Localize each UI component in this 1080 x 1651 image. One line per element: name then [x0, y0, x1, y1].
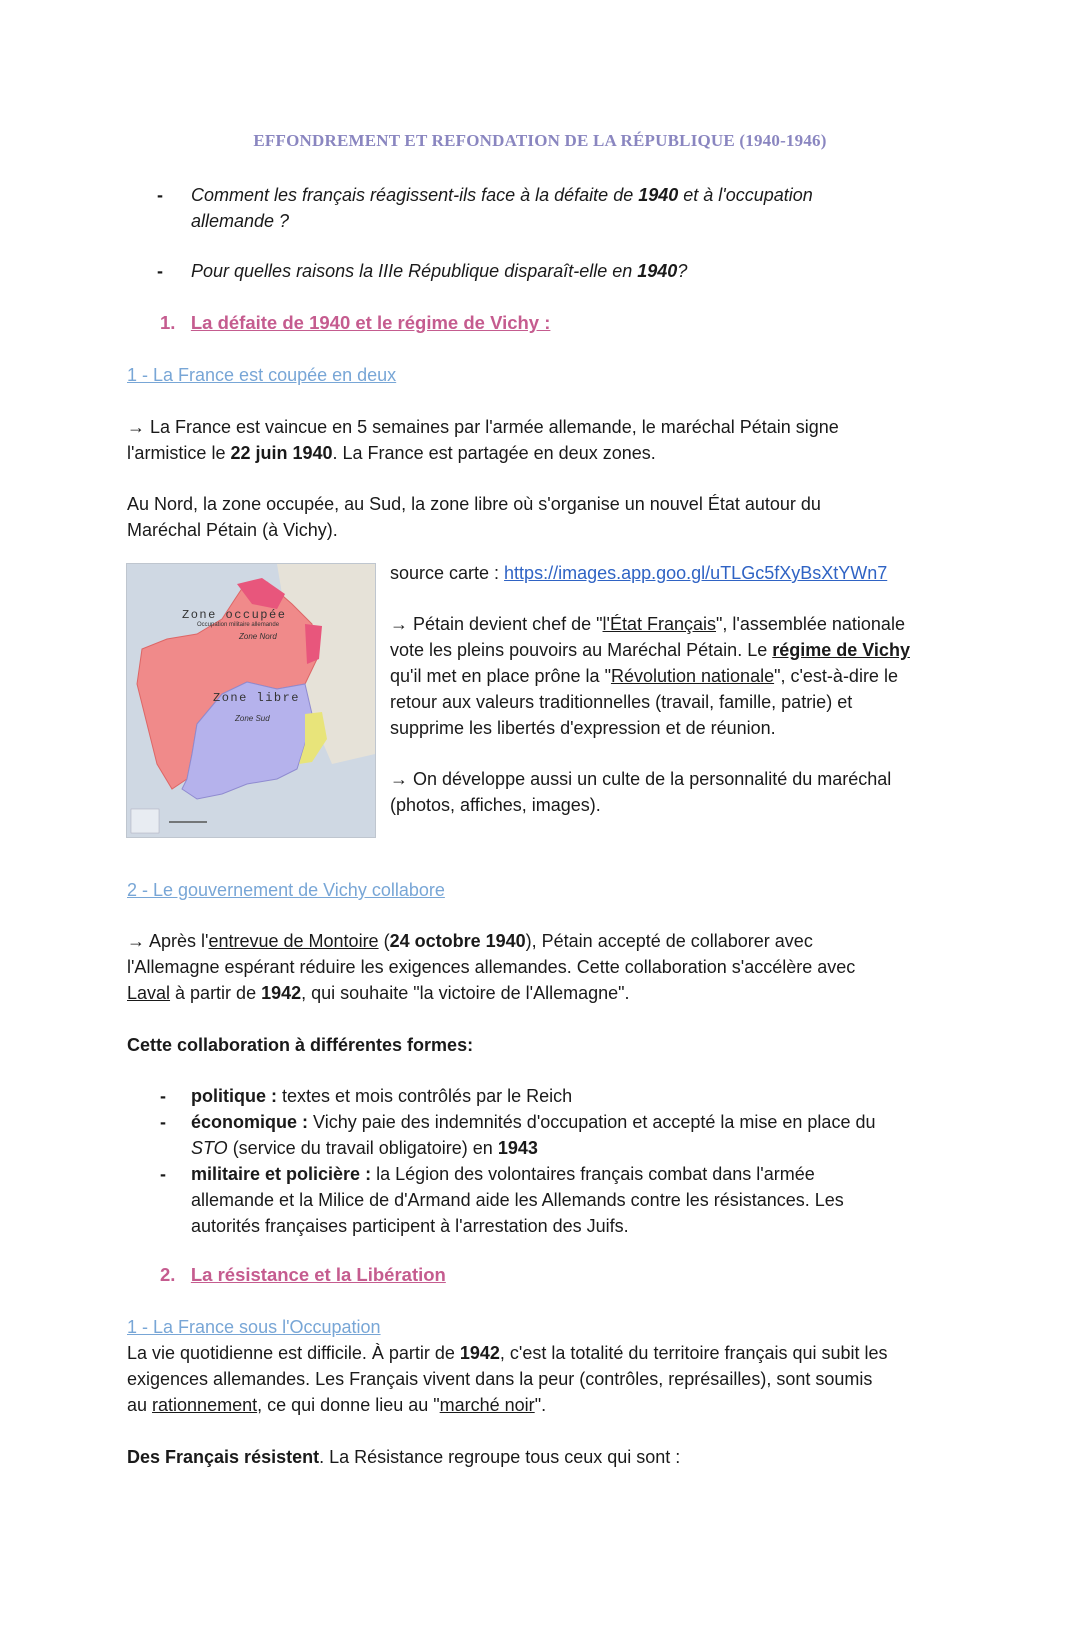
paragraph-montoire: → Après l'entrevue de Montoire (24 octobre 1940), Pétain accepté de collaborer avec l'Allemagne espérant réduire les exigences allemandes. Cette collaboration s'accélère avec Laval à partir de 1942, qui souhaite "la victoire de l'Allemagne". — [127, 931, 856, 1003]
question-bullet-1: - — [157, 185, 163, 205]
paragraph-zones: Au Nord, la zone occupée, au Sud, la zone libre où s'organise un nouvel État autour du Maréchal Pétain (à Vichy). — [127, 494, 821, 540]
map-label-zone-nord: Zone Nord — [239, 632, 277, 641]
map-label-occupation: Occupation militaire allemande — [197, 622, 280, 628]
subheading-france-occupation: 1 - La France sous l'Occupation — [127, 1317, 381, 1337]
question-bullet-2: - — [157, 261, 163, 281]
paragraph-formes: Cette collaboration à différentes formes: — [127, 1035, 474, 1055]
form-militaire: militaire et policière : la Légion des volontaires français combat dans l'armée allemande et la Milice de d'Armand aide les Allemands contre les résistances. Les autorités françaises participent à l'arrestation des Juifs. — [191, 1164, 844, 1236]
section-heading-1: 1. La défaite de 1940 et le régime de Vichy : — [160, 312, 551, 333]
section-heading-2: 2. La résistance et la Libération — [160, 1264, 446, 1285]
paragraph-defaite: → La France est vaincue en 5 semaines par l'armée allemande, le maréchal Pétain signe l'armistice le 22 juin 1940. La France est partagée en deux zones. — [127, 417, 839, 463]
question-1: Comment les français réagissent-ils face à la défaite de 1940 et à l'occupation allemande ? — [191, 185, 813, 231]
map-label-zone-occupee: Zone occupée — [182, 608, 287, 622]
paragraph-culte: → On développe aussi un culte de la personnalité du maréchal (photos, affiches, images). — [390, 769, 892, 815]
map-source-link[interactable]: https://images.app.goo.gl/uTLGc5fXyBsXtYWn7 — [504, 563, 888, 583]
subheading-vichy-collabore: 2 - Le gouvernement de Vichy collabore — [127, 880, 445, 900]
paragraph-vie-quotidienne: La vie quotidienne est difficile. À partir de 1942, c'est la totalité du territoire français qui subit les exigences allemandes. Les Français vivent dans la peur (contrôles, représailles), sont soumis au rationnement, ce qui donne lieu au "marché noir". — [127, 1343, 888, 1415]
map-source: source carte : https://images.app.goo.gl/uTLGc5fXyBsXtYWn7 — [390, 563, 888, 583]
map-label-zone-libre: Zone libre — [213, 691, 301, 705]
map-inset — [131, 809, 159, 833]
paragraph-etat-francais: → Pétain devient chef de "l'État Français", l'assemblée nationale vote les pleins pouvoirs au Maréchal Pétain. Le régime de Vichy qu'il met en place prône la "Révolution nationale", c'est-à-dire le retour aux valeurs traditionnelles (travail, famille, patrie) et supprime les libertés d'expression et de réunion. — [390, 614, 910, 738]
form-economique: économique : Vichy paie des indemnités d'occupation et accepté la mise en place du STO (service du travail obligatoire) en 1943 — [191, 1112, 876, 1158]
form-bullet-2: - — [160, 1112, 166, 1132]
form-bullet-3: - — [160, 1164, 166, 1184]
form-bullet-1: - — [160, 1086, 166, 1106]
page-title: EFFONDREMENT ET REFONDATION DE LA RÉPUBLIQUE (1940-1946) — [253, 131, 827, 150]
subheading-france-coupee: 1 - La France est coupée en deux — [127, 365, 397, 385]
paragraph-resistent: Des Français résistent. La Résistance regroupe tous ceux qui sont : — [127, 1447, 681, 1467]
map-france-1940 — [126, 563, 376, 838]
map-label-zone-sud: Zone Sud — [235, 714, 270, 723]
question-2: Pour quelles raisons la IIIe République disparaît-elle en 1940? — [191, 261, 688, 281]
form-politique: politique : textes et mois contrôlés par le Reich — [191, 1086, 573, 1106]
